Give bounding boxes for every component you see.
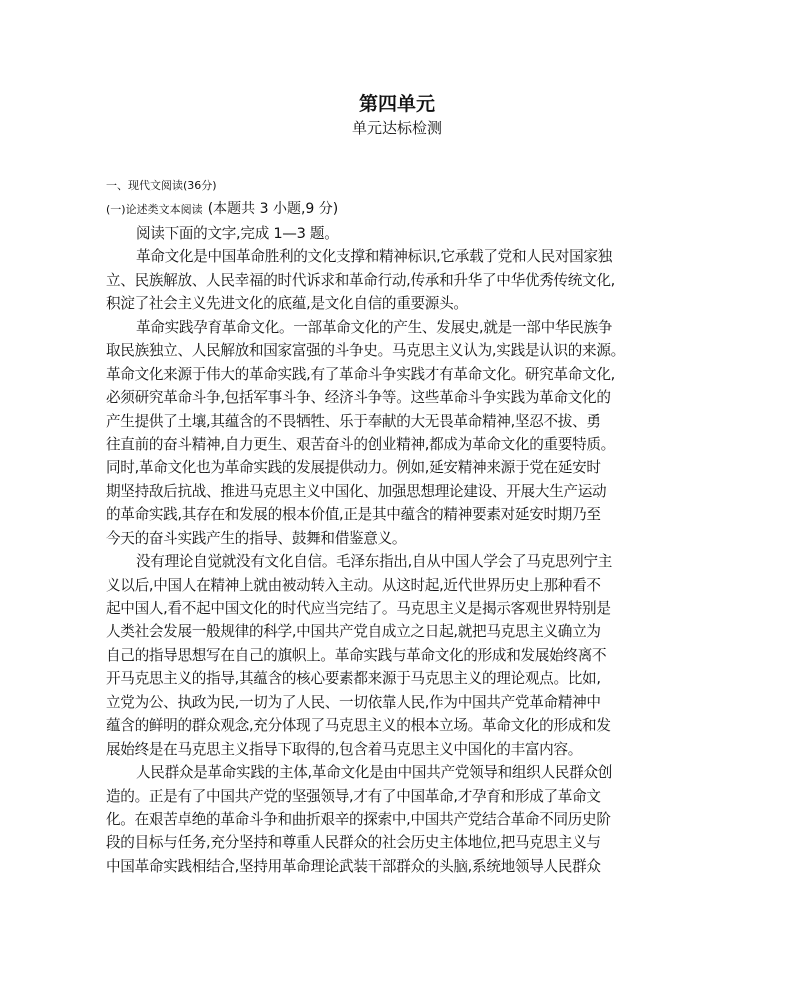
text-line: 起中国人,看不起中国文化的时代应当完结了。马克思主义是揭示客观世界特别是 — [106, 600, 611, 617]
text-line: 人民群众是革命实践的主体,革命文化是由中国共产党领导和组织人民群众创 — [136, 764, 613, 782]
section-heading: 一、现代文阅读(36分) — [106, 179, 217, 192]
page-subtitle: 单元达标检测 — [351, 119, 442, 137]
text-line: 阅读下面的文字,完成 1—3 题。 — [136, 225, 339, 242]
text-line: 自己的指导思想写在自己的旗帜上。革命实践与革命文化的形成和发展始终离不 — [106, 646, 607, 664]
article-body — [106, 222, 686, 878]
subsection-suffix: (本题共 3 小题,9 分) — [207, 201, 339, 217]
subsection-heading — [106, 199, 338, 219]
text-line: 造的。正是有了中国共产党的坚强领导,才有了中国革命,才孕育和形成了革命文 — [106, 787, 601, 805]
text-line: 开马克思主义的指导,其蕴含的核心要素都来源于马克思主义的理论观点。比如, — [106, 670, 601, 688]
text-line: 取民族独立、人民解放和国家富强的斗争史。马克思主义认为,实践是认识的来源。 — [106, 342, 625, 360]
text-line: 立、民族解放、人民幸福的时代诉求和革命行动,传承和升华了中华优秀传统文化, — [106, 271, 615, 289]
text-line: 立党为公、执政为民,一切为了人民、一切依靠人民,作为中国共产党革命精神中 — [106, 693, 601, 711]
page-title: 第四单元 — [358, 93, 435, 115]
text-line: 段的目标与任务,充分坚持和尊重人民群众的社会历史主体地位,把马克思主义与 — [106, 834, 601, 852]
text-line: 必须研究革命斗争,包括军事斗争、经济斗争等。这些革命斗争实践为革命文化的 — [106, 389, 611, 407]
text-line: 展始终是在马克思主义指导下取得的,包含着马克思主义中国化的丰富内容。 — [106, 740, 583, 758]
text-line: 期坚持敌后抗战、推进马克思主义中国化、加强思想理论建设、开展大生产运动 — [106, 482, 607, 500]
text-line: 人类社会发展一般规律的科学,中国共产党自成立之日起,就把马克思主义确立为 — [106, 623, 601, 641]
text-line: 今天的奋斗实践产生的指导、鼓舞和借鉴意义。 — [106, 529, 407, 547]
text-line: 革命实践孕育革命文化。一部革命文化的产生、发展史,就是一部中华民族争 — [136, 318, 613, 336]
text-line: 化。在艰苦卓绝的革命斗争和曲折艰辛的探索中,中国共产党结合革命不同历史阶 — [106, 810, 611, 828]
subsection-prefix: (一)论述类文本阅读 — [106, 203, 203, 216]
text-line: 蕴含的鲜明的群众观念,充分体现了马克思主义的根本立场。革命文化的形成和发 — [106, 717, 611, 735]
text-line: 往直前的奋斗精神,自力更生、艰苦奋斗的创业精神,都成为革命文化的重要特质。 — [106, 435, 615, 453]
text-line: 革命文化是中国革命胜利的文化支撑和精神标识,它承载了党和人民对国家独 — [136, 248, 613, 266]
text-line: 同时,革命文化也为革命实践的发展提供动力。例如,延安精神来源于党在延安时 — [106, 459, 601, 477]
text-line: 革命文化来源于伟大的革命实践,有了革命斗争实践才有革命文化。研究革命文化, — [106, 365, 615, 383]
text-line: 积淀了社会主义先进文化的底蕴,是文化自信的重要源头。 — [106, 295, 468, 313]
text-line: 义以后,中国人在精神上就由被动转入主动。从这时起,近代世界历史上那种看不 — [106, 576, 601, 594]
text-line: 没有理论自觉就没有文化自信。毛泽东指出,自从中国人学会了马克思列宁主 — [136, 553, 613, 571]
text-line: 产生提供了土壤,其蕴含的不畏牺牲、乐于奉献的大无畏革命精神,坚忍不拔、勇 — [106, 412, 601, 430]
text-line: 的革命实践,其存在和发展的根本价值,正是其中蕴含的精神要素对延安时期乃至 — [106, 506, 601, 524]
text-line: 中国革命实践相结合,坚持用革命理论武装干部群众的头脑,系统地领导人民群众 — [106, 857, 601, 875]
